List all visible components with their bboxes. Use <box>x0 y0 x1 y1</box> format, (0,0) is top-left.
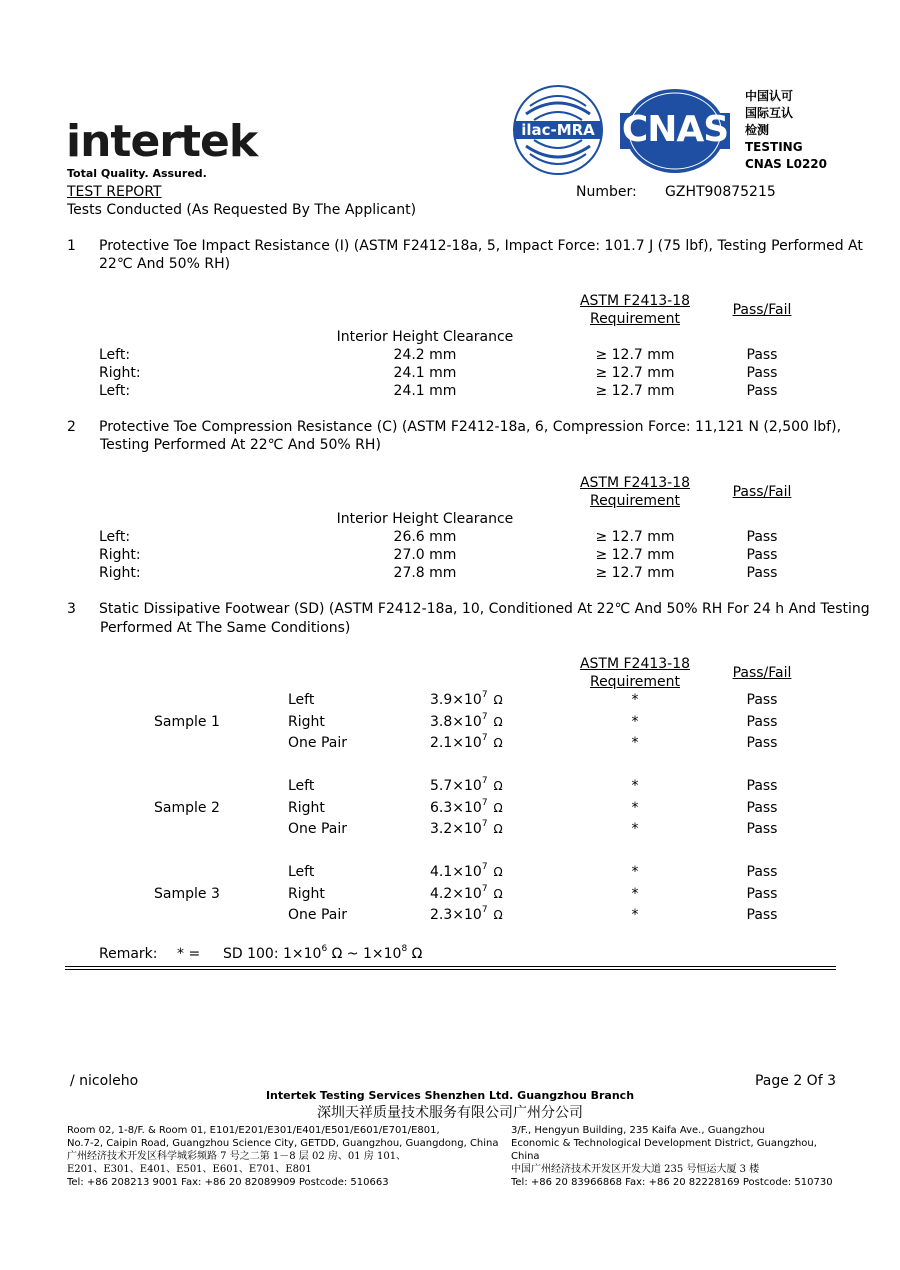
exponent: 7 <box>481 776 488 787</box>
times-ten: ×10 <box>452 692 482 708</box>
row-position: Left <box>288 778 315 794</box>
cnas-text: CNAS <box>621 109 729 150</box>
exponent: 7 <box>481 733 488 744</box>
unit: Ω <box>493 886 503 901</box>
row-requirement: ≥ 12.7 mm <box>595 529 675 545</box>
row-position: Left <box>288 864 315 880</box>
remark-exponent: 8 <box>401 944 408 955</box>
row-resistance <box>430 777 503 795</box>
row-position: Left <box>288 692 315 708</box>
address-line: 广州经济技术开发区科学城彩频路 7 号之二第 1－8 层 02 房、01 房 101、 <box>67 1151 407 1162</box>
section-number: 3 <box>67 601 76 617</box>
remark-prefix: SD 100: 1×10 <box>223 946 322 962</box>
row-result: Pass <box>746 907 778 923</box>
column-header: Interior Height Clearance <box>336 329 514 345</box>
author: / nicoleho <box>70 1073 139 1089</box>
address-line: Economic & Technological Development District, Guangzhou, <box>511 1138 817 1149</box>
row-value: 24.1 mm <box>393 383 457 399</box>
row-value: 24.1 mm <box>393 365 457 381</box>
section-title: Performed At The Same Conditions) <box>100 620 351 636</box>
requirement-header: Requirement <box>589 311 681 327</box>
row-result: Pass <box>746 347 778 363</box>
unit: Ω <box>493 908 503 922</box>
divider <box>65 966 836 967</box>
row-position: One Pair <box>288 735 347 751</box>
row-label: Left: <box>99 529 131 545</box>
requirement-header: ASTM F2413-18 <box>579 656 691 672</box>
number-label: Number: <box>576 184 637 200</box>
accred-line: TESTING <box>745 140 803 154</box>
accred-line: 中国认可 <box>745 89 794 103</box>
row-value: 27.8 mm <box>393 565 457 581</box>
remark-suffix: Ω <box>407 946 423 962</box>
row-requirement: * <box>631 692 639 708</box>
times-ten: ×10 <box>452 713 482 730</box>
exponent: 7 <box>481 690 488 701</box>
row-label: Right: <box>99 565 141 581</box>
mantissa: 3.8 <box>430 713 453 730</box>
pass-fail-header: Pass/Fail <box>732 665 792 681</box>
row-position: Right <box>288 885 325 902</box>
row-requirement: ≥ 12.7 mm <box>595 565 675 581</box>
row-result: Pass <box>746 713 778 730</box>
row-result: Pass <box>746 735 778 751</box>
right-address <box>511 1124 833 1189</box>
exponent: 7 <box>481 711 488 722</box>
times-ten: ×10 <box>452 735 482 751</box>
exponent: 7 <box>481 797 488 808</box>
sample-name: Sample 1 <box>154 713 220 730</box>
remark-label: Remark: <box>99 946 158 962</box>
row-requirement: * <box>631 907 639 923</box>
row-label: Right: <box>99 547 141 563</box>
exponent: 7 <box>481 819 488 830</box>
remark-mid: Ω ~ 1×10 <box>327 946 402 962</box>
row-position: Right <box>288 799 325 816</box>
row-requirement: * <box>631 821 639 837</box>
mantissa: 4.2 <box>430 885 453 902</box>
section-title: Protective Toe Compression Resistance (C) (ASTM F2412-18a, 6, Compression Force: 11,121 N (2,500 lbf), <box>99 419 842 435</box>
pass-fail-header: Pass/Fail <box>732 484 792 500</box>
address-line: China <box>511 1151 540 1162</box>
requirement-header: Requirement <box>589 493 681 509</box>
times-ten: ×10 <box>452 821 482 837</box>
remark-exponent: 6 <box>321 944 328 955</box>
times-ten: ×10 <box>452 907 482 923</box>
row-position: One Pair <box>288 821 347 837</box>
times-ten: ×10 <box>452 885 482 902</box>
accreditation-text <box>745 88 827 173</box>
row-result: Pass <box>746 885 778 902</box>
requirement-header: ASTM F2413-18 <box>579 293 691 309</box>
company-name-cn: 深圳天祥质量技术服务有限公司广州分公司 <box>317 1105 583 1121</box>
unit: Ω <box>493 865 503 879</box>
sample-name: Sample 3 <box>154 885 220 902</box>
unit: Ω <box>493 779 503 793</box>
company-name-en: Intertek Testing Services Shenzhen Ltd. Guangzhou Branch <box>265 1089 635 1102</box>
mantissa: 2.1 <box>430 735 453 751</box>
section-title: 22℃ And 50% RH) <box>99 256 231 272</box>
row-result: Pass <box>746 547 778 563</box>
times-ten: ×10 <box>452 778 482 794</box>
section-title: Testing Performed At 22℃ And 50% RH) <box>100 437 381 453</box>
row-resistance <box>430 820 503 838</box>
row-requirement: ≥ 12.7 mm <box>595 365 675 381</box>
mantissa: 6.3 <box>430 799 453 816</box>
row-result: Pass <box>746 692 778 708</box>
row-requirement: * <box>631 778 639 794</box>
left-address <box>67 1124 499 1189</box>
report-number: GZHT90875215 <box>665 184 776 200</box>
row-position: Right <box>288 713 325 730</box>
row-value: 26.6 mm <box>393 529 457 545</box>
report-subtitle: Tests Conducted (As Requested By The Applicant) <box>67 202 417 218</box>
mantissa: 3.2 <box>430 821 453 837</box>
unit: Ω <box>493 714 503 729</box>
times-ten: ×10 <box>452 799 482 816</box>
times-ten: ×10 <box>452 864 482 880</box>
unit: Ω <box>493 693 503 707</box>
row-value: 27.0 mm <box>393 547 457 563</box>
intertek-logo: intertek <box>66 116 258 167</box>
row-position: One Pair <box>288 907 347 923</box>
mantissa: 4.1 <box>430 864 453 880</box>
report-title: TEST REPORT <box>67 184 162 200</box>
cnas-logo <box>620 86 730 176</box>
row-label: Right: <box>99 365 141 381</box>
section-title: Protective Toe Impact Resistance (I) (ASTM F2412-18a, 5, Impact Force: 101.7 J (75 lbf), Testing Performed At <box>99 238 863 254</box>
mantissa: 5.7 <box>430 778 453 794</box>
row-result: Pass <box>746 383 778 399</box>
address-line: Tel: +86 20 83966868 Fax: +86 20 82228169 Postcode: 510730 <box>511 1177 833 1188</box>
row-resistance <box>430 885 503 903</box>
ilac-mra-text: ilac-MRA <box>521 121 595 139</box>
row-requirement: * <box>631 864 639 880</box>
accred-line: CNAS L0220 <box>745 157 828 171</box>
row-result: Pass <box>746 529 778 545</box>
row-resistance <box>430 713 503 731</box>
tagline: Total Quality. Assured. <box>67 167 207 180</box>
row-requirement: ≥ 12.7 mm <box>595 383 675 399</box>
row-result: Pass <box>746 799 778 816</box>
section-number: 2 <box>67 419 76 435</box>
row-label: Left: <box>99 347 131 363</box>
mantissa: 2.3 <box>430 907 453 923</box>
row-resistance <box>430 734 503 752</box>
row-resistance <box>430 906 503 924</box>
mantissa: 3.9 <box>430 692 453 708</box>
row-requirement: ≥ 12.7 mm <box>595 347 675 363</box>
row-label: Left: <box>99 383 131 399</box>
address-line: E201、E301、E401、E501、E601、E701、E801 <box>67 1164 312 1175</box>
row-resistance <box>430 691 503 709</box>
accred-line: 检测 <box>745 123 770 137</box>
address-line: 3/F., Hengyun Building, 235 Kaifa Ave., Guangzhou <box>511 1125 765 1136</box>
pass-fail-header: Pass/Fail <box>732 302 792 318</box>
unit: Ω <box>493 736 503 750</box>
unit: Ω <box>493 822 503 836</box>
row-resistance <box>430 863 503 881</box>
row-requirement: * <box>631 885 639 902</box>
column-header: Interior Height Clearance <box>336 511 514 527</box>
row-requirement: ≥ 12.7 mm <box>595 547 675 563</box>
row-requirement: * <box>631 735 639 751</box>
exponent: 7 <box>481 862 488 873</box>
row-result: Pass <box>746 565 778 581</box>
address-line: 中国广州经济技术开发区开发大道 235 号恒运大厦 3 楼 <box>511 1164 760 1175</box>
unit: Ω <box>493 800 503 815</box>
row-requirement: * <box>631 713 639 730</box>
row-result: Pass <box>746 864 778 880</box>
page-number: Page 2 Of 3 <box>754 1073 836 1089</box>
row-requirement: * <box>631 799 639 816</box>
remark-text <box>223 945 422 963</box>
accred-line: 国际互认 <box>745 106 794 120</box>
address-line: Room 02, 1-8/F. & Room 01, E101/E201/E301/E401/E501/E601/E701/E801, <box>67 1125 440 1136</box>
address-line: Tel: +86 208213 9001 Fax: +86 20 82089909 Postcode: 510663 <box>67 1177 389 1188</box>
remark-symbol: * = <box>177 946 201 962</box>
exponent: 7 <box>481 905 488 916</box>
row-result: Pass <box>746 778 778 794</box>
requirement-header: ASTM F2413-18 <box>579 475 691 491</box>
divider <box>65 969 836 970</box>
section-number: 1 <box>67 238 76 254</box>
row-result: Pass <box>746 821 778 837</box>
row-resistance <box>430 799 503 817</box>
ilac-mra-logo <box>512 84 604 176</box>
section-title: Static Dissipative Footwear (SD) (ASTM F2412-18a, 10, Conditioned At 22℃ And 50% RH For 24 h And Testing <box>99 601 870 617</box>
row-result: Pass <box>746 365 778 381</box>
exponent: 7 <box>481 883 488 894</box>
requirement-header: Requirement <box>589 674 681 690</box>
sample-name: Sample 2 <box>154 799 220 816</box>
address-line: No.7-2, Caipin Road, Guangzhou Science City, GETDD, Guangzhou, Guangdong, China <box>67 1138 499 1149</box>
row-value: 24.2 mm <box>393 347 457 363</box>
